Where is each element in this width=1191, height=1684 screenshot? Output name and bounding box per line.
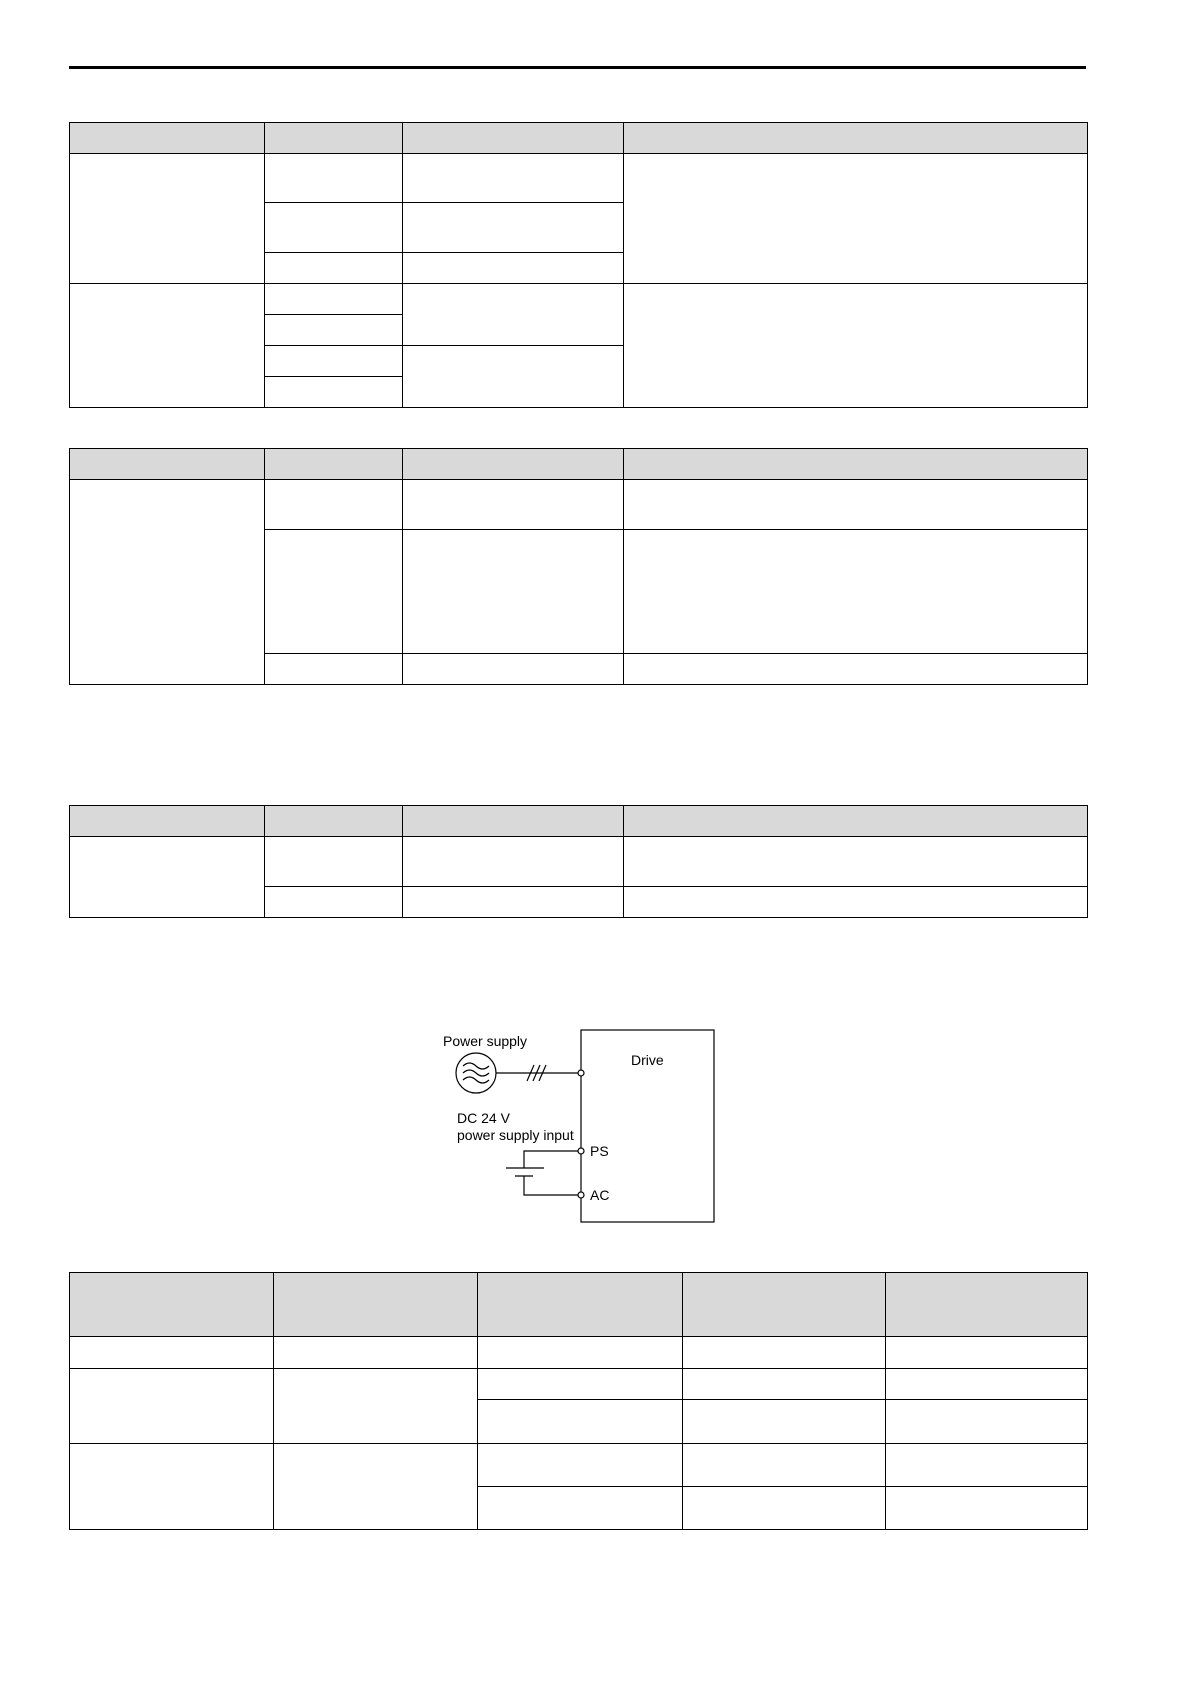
table-row <box>70 837 1088 887</box>
table-row <box>70 480 1088 530</box>
table-row <box>70 1337 1088 1369</box>
table-header-row <box>70 806 1088 837</box>
three-phase-slash-icon <box>527 1065 546 1081</box>
page-top-rule <box>69 66 1086 69</box>
power-supply-label: Power supply <box>443 1033 528 1049</box>
parameter-table-2 <box>69 448 1088 685</box>
power-supply-input-label: power supply input <box>457 1127 574 1143</box>
dc-battery-icon <box>506 1151 578 1195</box>
parameter-table-1 <box>69 122 1088 408</box>
dc-24v-label: DC 24 V <box>457 1110 510 1126</box>
table-row <box>70 154 1088 203</box>
ac-terminal-label: AC <box>590 1187 610 1203</box>
power-input-terminal <box>578 1070 584 1076</box>
parameter-table-3 <box>69 805 1088 918</box>
table-header-row <box>70 1273 1088 1337</box>
ac-terminal <box>578 1192 584 1198</box>
table-header-row <box>70 449 1088 480</box>
sine-wave-icon <box>463 1063 489 1083</box>
table-header-row <box>70 123 1088 154</box>
specification-table <box>69 1272 1088 1530</box>
ps-terminal <box>578 1148 584 1154</box>
power-supply-wiring-diagram <box>435 1020 720 1230</box>
drive-label: Drive <box>631 1052 664 1068</box>
table-row <box>70 284 1088 315</box>
ps-terminal-label: PS <box>590 1143 609 1159</box>
table-row <box>70 1369 1088 1400</box>
table-row <box>70 1444 1088 1487</box>
